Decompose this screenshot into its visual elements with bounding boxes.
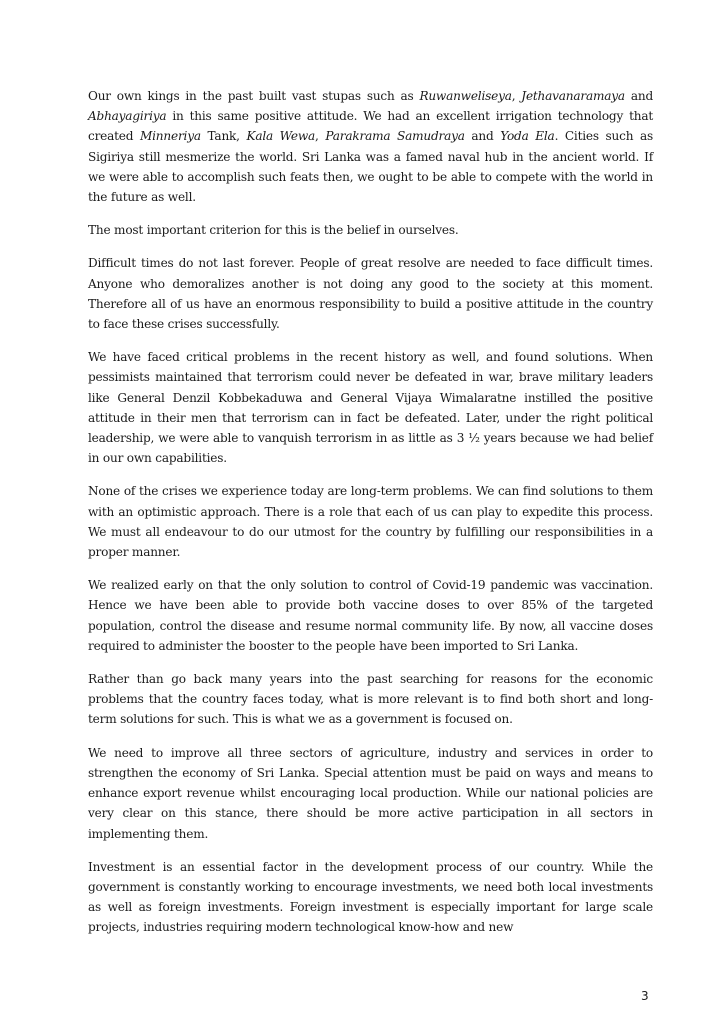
- text-run: We have faced critical problems in the recent history as well, and found solutions. When pessimists maintained that terrorism could never be defeated in war, brave military leaders like General Denzil Kobbekaduwa and General Vijaya Wimalaratne instilled the positive attitude in their men that terrorism can in fact be defeated. Later, under the right political leadership, we were able to vanquish terrorism in as little as 3 ½ years because we had belief in our own capabilities.: [88, 350, 653, 466]
- paragraph-p5: [88, 481, 653, 562]
- text-run: and: [624, 89, 653, 103]
- italic-term: Ruwanweliseya: [419, 89, 512, 103]
- text-run: Rather than go back many years into the past searching for reasons for the economic problems that the country faces today, what is more relevant is to find both short and long-term solutions for such. This is what we as a government is focused on.: [88, 672, 653, 727]
- text-run: Investment is an essential factor in the development process of our country. While the government is constantly working to encourage investments, we need both local investments as well as foreign investments. Foreign investment is especially important for large scale projects, industries requiring modern technological know-how and new: [88, 859, 653, 935]
- paragraph-p7: [88, 669, 653, 730]
- text-run: Tank,: [200, 129, 247, 144]
- italic-term: Abhayagiriya: [88, 109, 167, 124]
- italic-term: Minneriya: [139, 129, 201, 144]
- paragraph-p6: [88, 575, 653, 656]
- paragraph-p3: [88, 253, 653, 334]
- text-run: We realized early on that the only solution to control of Covid-19 pandemic was vaccination. Hence we have been able to provide both vaccine doses to over 85% of the targeted population, control the disease and resume normal community life. By now, all vaccine doses required to administer the booster to the people have been imported to Sri Lanka.: [88, 578, 653, 653]
- text-run: Difficult times do not last forever. People of great resolve are needed to face difficult times. Anyone who demoralizes another is not doing any good to the society at this moment. Therefore all of us have an enormous responsibility to build a positive attitude in the country to face these crises successfully.: [88, 256, 653, 332]
- text-run: ,: [315, 129, 326, 144]
- paragraph-p9: [88, 857, 653, 938]
- text-run: and: [464, 129, 501, 144]
- paragraph-p1: [88, 86, 653, 207]
- paragraph-p2: [88, 220, 653, 240]
- italic-term: Yoda Ela: [500, 129, 555, 144]
- paragraph-p4: [88, 347, 653, 468]
- text-run: . Cities such as Sigiriya still mesmerize the world. Sri Lanka was a famed naval hub in the ancient world. If we were able to accomplish such feats then, we ought to be able to compete with the world in the future as well.: [88, 129, 653, 205]
- italic-term: Parakrama Samudraya: [325, 129, 465, 144]
- page-number: 3: [641, 989, 649, 1003]
- italic-term: Jethavanaramaya: [521, 89, 625, 103]
- text-run: None of the crises we experience today are long-term problems. We can find solutions to them with an optimistic approach. There is a role that each of us can play to expedite this process. We must all endeavour to do our utmost for the country by fulfilling our responsibilities in a proper manner.: [88, 484, 653, 560]
- text-run: ,: [511, 89, 522, 103]
- text-run: We need to improve all three sectors of agriculture, industry and services in order to strengthen the economy of Sri Lanka. Special attention must be paid on ways and means to enhance export revenue whilst encouraging local production. While our national policies are very clear on this stance, there should be more active participation in all sectors in implementing them.: [88, 745, 653, 841]
- text-run: in this same positive attitude. We had an excellent irrigation technology that created: [88, 109, 653, 144]
- italic-term: Kala Wewa: [246, 129, 316, 144]
- paragraph-p8: [88, 743, 653, 844]
- text-run: Our own kings in the past built vast stupas such as: [88, 89, 420, 103]
- body-text: [88, 86, 653, 951]
- text-run: The most important criterion for this is the belief in ourselves.: [88, 223, 459, 238]
